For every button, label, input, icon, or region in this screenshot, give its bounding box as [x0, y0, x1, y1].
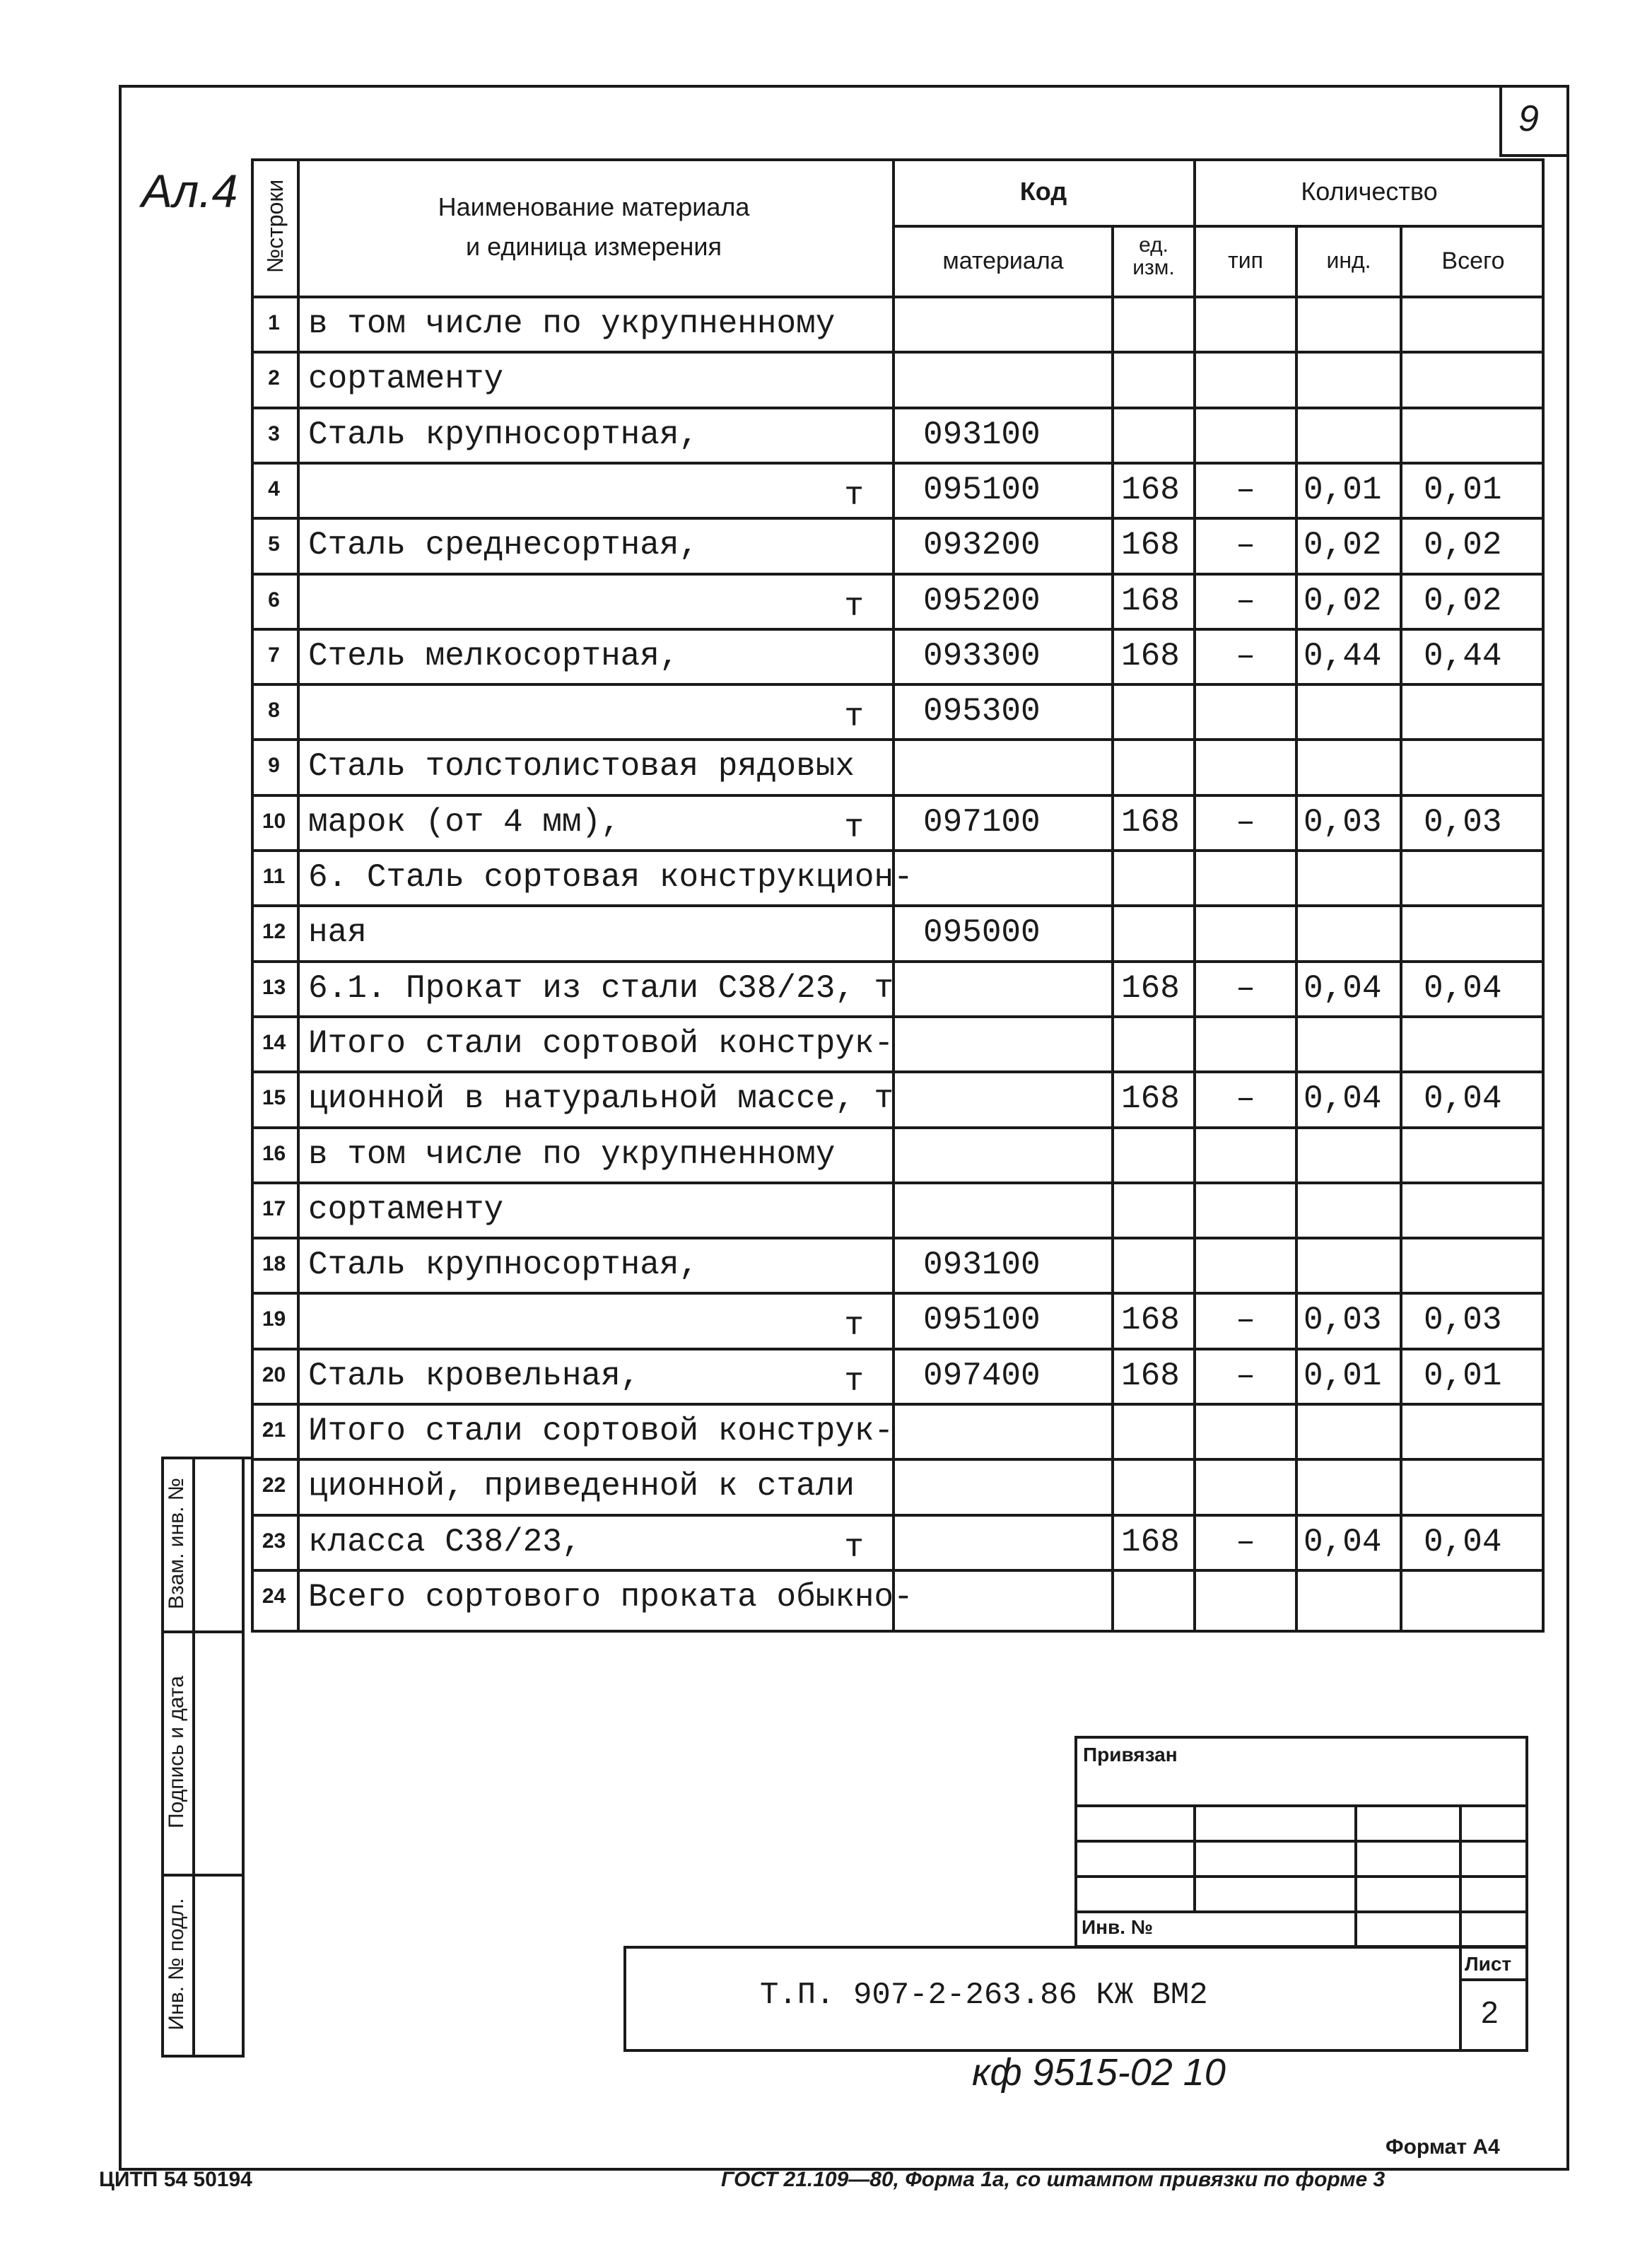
- row-number: 24: [262, 1584, 286, 1608]
- row-number: 21: [262, 1418, 286, 1442]
- row-line: [251, 1569, 1545, 1572]
- row-line: [251, 1292, 1545, 1295]
- row-unit: т: [844, 1363, 864, 1400]
- handwritten-note: Ал.4: [141, 165, 238, 217]
- sheet-number-top: 9: [1518, 98, 1539, 139]
- row-name: Итого стали сортовой конструк-: [308, 1025, 894, 1062]
- row-line: [251, 904, 1545, 907]
- header-name-line1: Наименование материала: [438, 192, 750, 221]
- row-name: сортаменту: [308, 361, 504, 398]
- header-qty-type: тип: [1228, 247, 1263, 273]
- row-qty-ind: 0,01: [1304, 1357, 1382, 1394]
- row-code: 097400: [923, 1357, 1041, 1394]
- row-name: в том числе по укрупненному: [308, 305, 836, 342]
- row-qty-total: 0,01: [1424, 1357, 1502, 1394]
- header-code-material: материала: [942, 247, 1064, 274]
- row-number: 11: [262, 865, 286, 888]
- row-name: сортаменту: [308, 1191, 504, 1228]
- stamp-vline1: [1193, 1804, 1196, 1910]
- side-table-join: [192, 1457, 251, 1459]
- row-code: 095000: [923, 914, 1041, 952]
- row-line: [251, 1458, 1545, 1461]
- row-number: 20: [262, 1363, 286, 1387]
- row-code: 095200: [923, 582, 1041, 619]
- row-number: 15: [262, 1086, 286, 1110]
- header-code: Код: [1019, 177, 1067, 206]
- row-line: [251, 407, 1545, 409]
- row-qty-total: 0,44: [1424, 637, 1502, 675]
- row-line: [251, 517, 1545, 520]
- row-name: Сталь крупносортная,: [308, 416, 699, 453]
- stamp-inv-no: Инв. №: [1082, 1916, 1154, 1938]
- row-line: [251, 462, 1545, 465]
- side-label-vzam: Взам. инв. №: [165, 1478, 188, 1609]
- row-line: [251, 1126, 1545, 1129]
- row-unit-code: 168: [1121, 582, 1180, 619]
- row-code: 093100: [923, 1247, 1041, 1284]
- row-qty-total: 0,04: [1424, 969, 1502, 1007]
- row-qty-ind: 0,03: [1304, 803, 1382, 841]
- header-code-unit-line2: изм.: [1132, 256, 1175, 279]
- row-name: ционной, приведенной к стали: [308, 1468, 855, 1505]
- row-name: Стель мелкосортная,: [308, 637, 679, 675]
- row-qty-total: 0,01: [1424, 471, 1502, 508]
- row-number: 2: [268, 366, 280, 390]
- row-code: 095300: [923, 693, 1041, 730]
- row-qty-type: –: [1236, 803, 1255, 841]
- row-number: 1: [268, 311, 280, 334]
- row-code: 093300: [923, 637, 1041, 675]
- side-strip-line1: [161, 1630, 245, 1633]
- header-qty-total: Всего: [1441, 247, 1505, 274]
- row-unit: т: [844, 699, 864, 736]
- row-unit-code: 168: [1121, 1302, 1180, 1339]
- row-line: [251, 738, 1545, 741]
- row-line: [251, 960, 1545, 963]
- row-qty-ind: 0,04: [1304, 1523, 1382, 1560]
- row-unit-code: 168: [1121, 471, 1180, 508]
- stamp-vline3: [1459, 1804, 1462, 1948]
- row-number: 7: [268, 643, 280, 667]
- row-unit-code: 168: [1121, 969, 1180, 1007]
- header-qty-ind: инд.: [1326, 247, 1371, 273]
- row-line: [251, 628, 1545, 631]
- row-qty-type: –: [1236, 637, 1255, 675]
- col-line-total: [1400, 226, 1402, 1633]
- row-qty-total: 0,02: [1424, 527, 1502, 564]
- row-name: в том числе по укрупненному: [308, 1136, 836, 1173]
- row-number: 19: [262, 1307, 286, 1331]
- row-unit-code: 168: [1121, 637, 1180, 675]
- row-unit-code: 168: [1121, 527, 1180, 564]
- sheet-number-box-bottom: [1499, 154, 1569, 157]
- row-unit-code: 168: [1121, 1357, 1180, 1394]
- header-bottom-line: [251, 296, 1545, 298]
- header-code-unit-line1: ед.: [1139, 233, 1168, 257]
- doc-code: Т.П. 907-2-263.86 КЖ ВМ2: [760, 1978, 1208, 2013]
- row-line: [251, 351, 1545, 354]
- row-line: [251, 683, 1545, 686]
- side-strip-divider: [192, 1457, 195, 2058]
- sheet-number-box-left: [1499, 85, 1502, 156]
- row-name: 6. Сталь сортовая конструкцион-: [308, 859, 913, 896]
- row-number: 10: [262, 809, 286, 833]
- row-line: [251, 1181, 1545, 1184]
- row-qty-type: –: [1236, 582, 1255, 619]
- header-row-number: №строки: [262, 179, 288, 274]
- header-mid-line: [892, 225, 1545, 228]
- row-unit: т: [844, 477, 864, 514]
- row-number: 18: [262, 1252, 286, 1276]
- bottom-handwritten: кф 9515-02 10: [972, 2051, 1226, 2094]
- row-qty-type: –: [1236, 1357, 1255, 1394]
- list-number: 2: [1481, 1995, 1499, 2030]
- row-line: [251, 1237, 1545, 1239]
- row-qty-total: 0,04: [1424, 1080, 1502, 1118]
- row-code: 093100: [923, 416, 1041, 453]
- row-number: 4: [268, 477, 280, 501]
- header-quantity: Количество: [1301, 177, 1438, 206]
- row-qty-ind: 0,01: [1304, 471, 1382, 508]
- row-name: Сталь кровельная,: [308, 1357, 640, 1394]
- row-qty-type: –: [1236, 969, 1255, 1007]
- row-number: 13: [262, 975, 286, 999]
- row-line: [251, 1403, 1545, 1406]
- row-qty-type: –: [1236, 1302, 1255, 1339]
- row-qty-type: –: [1236, 527, 1255, 564]
- row-number: 3: [268, 421, 280, 445]
- row-name: Сталь крупносортная,: [308, 1247, 699, 1284]
- row-name: Итого стали сортовой конструк-: [308, 1413, 894, 1449]
- row-number: 16: [262, 1141, 286, 1165]
- row-number: 9: [268, 754, 280, 778]
- row-qty-ind: 0,02: [1304, 582, 1382, 619]
- row-line: [251, 573, 1545, 576]
- row-code: 095100: [923, 1302, 1041, 1339]
- col-line-qty: [1193, 158, 1196, 1633]
- row-name: Сталь среднесортная,: [308, 527, 699, 564]
- row-name: Всего сортового проката обыкно-: [308, 1578, 913, 1616]
- row-number: 5: [268, 532, 280, 556]
- stamp-vline2: [1354, 1804, 1357, 1948]
- row-qty-ind: 0,44: [1304, 637, 1382, 675]
- title-block-divider: [1459, 1946, 1462, 2052]
- row-number: 23: [262, 1529, 286, 1553]
- side-label-podpis: Подпись и дата: [165, 1676, 188, 1828]
- row-name: марок (от 4 мм),: [308, 803, 621, 841]
- row-qty-ind: 0,04: [1304, 969, 1382, 1007]
- row-qty-total: 0,02: [1424, 582, 1502, 619]
- row-name: ная: [308, 914, 367, 952]
- row-code: 097100: [923, 803, 1041, 841]
- row-qty-ind: 0,02: [1304, 527, 1382, 564]
- col-line-ed: [1111, 226, 1114, 1633]
- row-unit-code: 168: [1121, 803, 1180, 841]
- privyazan-label: Привязан: [1083, 1744, 1178, 1766]
- row-number: 8: [268, 699, 280, 723]
- row-qty-ind: 0,04: [1304, 1080, 1382, 1118]
- row-qty-type: –: [1236, 1080, 1255, 1118]
- list-label: Лист: [1465, 1953, 1512, 1975]
- row-number: 14: [262, 1030, 286, 1054]
- row-name: ционной в натуральной массе, т: [308, 1080, 894, 1118]
- row-name: класса С38/23,: [308, 1523, 582, 1560]
- footer-left: ЦИТП 54 50194: [99, 2168, 252, 2191]
- row-line: [251, 1514, 1545, 1517]
- row-qty-total: 0,03: [1424, 1302, 1502, 1339]
- row-code: 093200: [923, 527, 1041, 564]
- row-unit: т: [844, 1307, 864, 1345]
- row-unit-code: 168: [1121, 1080, 1180, 1118]
- format-label: Формат А4: [1386, 2135, 1500, 2159]
- row-name: 6.1. Прокат из стали С38/23, т: [308, 969, 894, 1007]
- header-name-line2: и единица измерения: [465, 232, 722, 261]
- row-unit: т: [844, 1529, 864, 1566]
- row-qty-total: 0,03: [1424, 803, 1502, 841]
- row-qty-type: –: [1236, 1523, 1255, 1560]
- row-number: 12: [262, 920, 286, 944]
- col-line-ind: [1295, 226, 1298, 1633]
- row-code: 095100: [923, 471, 1041, 508]
- row-unit-code: 168: [1121, 1523, 1180, 1560]
- row-number: 17: [262, 1196, 286, 1220]
- row-number: 22: [262, 1474, 286, 1498]
- row-qty-ind: 0,03: [1304, 1302, 1382, 1339]
- row-qty-type: –: [1236, 471, 1255, 508]
- row-number: 6: [268, 588, 280, 612]
- row-line: [251, 794, 1545, 797]
- footer-right: ГОСТ 21.109—80, Форма 1а, со штампом привязки по форме 3: [721, 2168, 1386, 2191]
- row-line: [251, 849, 1545, 852]
- row-unit: т: [844, 588, 864, 625]
- row-line: [251, 1348, 1545, 1350]
- row-unit: т: [844, 809, 864, 846]
- row-line: [251, 1015, 1545, 1018]
- side-label-inv-podl: Инв. № подл.: [165, 1898, 188, 2031]
- row-name: Сталь толстолистовая рядовых: [308, 748, 855, 786]
- title-block-list-line: [1459, 1978, 1528, 1981]
- row-line: [251, 1070, 1545, 1073]
- row-qty-total: 0,04: [1424, 1523, 1502, 1560]
